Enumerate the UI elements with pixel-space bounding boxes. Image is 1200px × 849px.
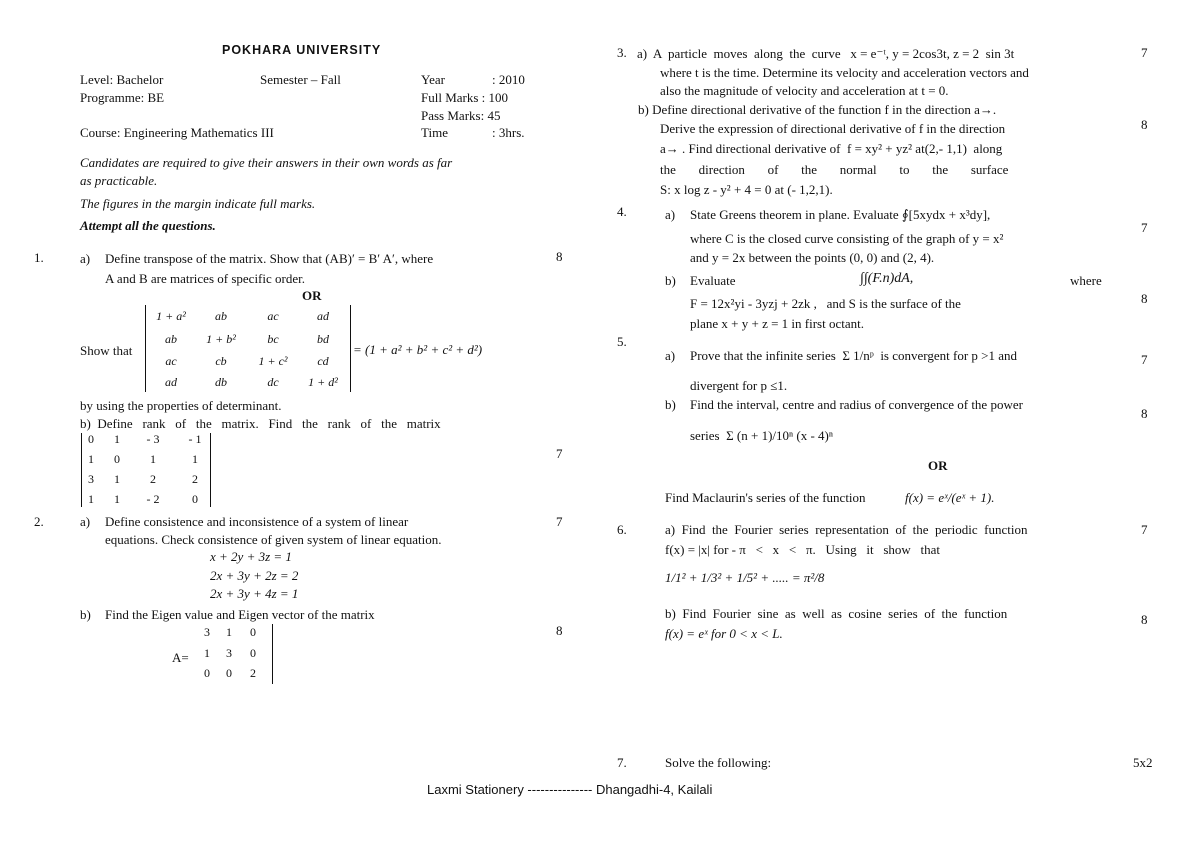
eig-cell: 1	[226, 625, 232, 639]
q4a-marks: 7	[1141, 220, 1148, 235]
q1a-marks: 8	[556, 249, 563, 264]
q2a-text: Define consistence and inconsistence of a system of linear	[105, 514, 409, 529]
q2-eq2: 2x + 3y + 2z = 2	[210, 568, 299, 583]
q4b-marks: 8	[1141, 291, 1148, 306]
q4b-where: where	[1070, 273, 1102, 288]
q6a-text3: 1/1² + 1/3² + 1/5² + ..... = π²/8	[665, 570, 825, 585]
q5b-text: Find the interval, centre and radius of convergence of the power	[690, 397, 1023, 412]
instructions-line1: Candidates are required to give their answers in their own words as far	[80, 155, 453, 170]
q1b-text: b) Define rank of the matrix. Find the rank of the matrix	[80, 416, 441, 431]
q3a-text: a) A particle moves along the curve x = e⁻ᵗ, y = 2cos3t, z = 2 sin 3t	[637, 46, 1015, 61]
q4-number: 4.	[617, 204, 627, 219]
q7-text: Solve the following:	[665, 755, 772, 770]
q2b-label: b)	[80, 607, 91, 622]
q3b-text2: Derive the expression of directional derivative of f in the direction	[660, 121, 1006, 136]
eig-cell: 2	[250, 666, 256, 680]
rank-cell: 1	[150, 452, 156, 466]
q1-by-using: by using the properties of determinant.	[80, 398, 282, 413]
eig-cell: 1	[204, 646, 210, 660]
q4b-text: Evaluate	[690, 273, 736, 288]
q2a-text2: equations. Check consistence of given system of linear equation.	[105, 532, 442, 547]
det-cell: dc	[267, 375, 279, 389]
rank-cell: - 2	[146, 492, 160, 506]
q3a-text3: also the magnitude of velocity and acceleration at t = 0.	[660, 83, 949, 98]
q5a-text: Prove that the infinite series Σ 1/nᵖ is convergent for p >1 and	[690, 348, 1018, 363]
q1-or: OR	[302, 288, 322, 303]
det-cell: db	[215, 375, 227, 389]
q4b-label: b)	[665, 273, 676, 288]
time-label: Time	[421, 125, 448, 140]
rank-cell: 0	[88, 432, 94, 446]
course: Course: Engineering Mathematics III	[80, 125, 274, 140]
det-cell: ad	[317, 309, 329, 323]
q3a-marks: 7	[1141, 45, 1148, 60]
q6-number: 6.	[617, 522, 627, 537]
rank-cell: 1	[88, 452, 94, 466]
det-cell: ab	[165, 332, 177, 346]
rank-cell: 1	[192, 452, 198, 466]
det-cell: 1 + c²	[258, 354, 288, 368]
q5b-label: b)	[665, 397, 676, 412]
instructions-line2: The figures in the margin indicate full marks.	[80, 196, 316, 211]
q3b-marks: 8	[1141, 117, 1148, 132]
q2a-marks: 7	[556, 514, 563, 529]
q7-number: 7.	[617, 755, 627, 770]
rank-cell: 2	[192, 472, 198, 486]
rank-cell: 1	[114, 432, 120, 446]
det-cell: bd	[317, 332, 329, 346]
q5a-marks: 7	[1141, 352, 1148, 367]
rank-cell: 1	[114, 472, 120, 486]
q3b-text5: S: x log z - y² + 4 = 0 at (- 1,2,1).	[660, 182, 833, 197]
q5b-marks: 8	[1141, 406, 1148, 421]
det-cell: ab	[215, 309, 227, 323]
q3a-text2: where t is the time. Determine its velocity and acceleration vectors and	[660, 65, 1029, 80]
q5a-label: a)	[665, 348, 676, 363]
q1-rank-matrix	[81, 433, 211, 507]
rank-cell: 0	[192, 492, 198, 506]
rank-cell: - 3	[146, 432, 160, 446]
q2-number: 2.	[34, 514, 44, 529]
rank-cell: 1	[114, 492, 120, 506]
q5-or: OR	[928, 458, 948, 473]
q5a-text2: divergent for p ≤1.	[690, 378, 788, 393]
footer: Laxmi Stationery --------------- Dhangadhi-4, Kailali	[427, 782, 713, 797]
q2b-marks: 8	[556, 623, 563, 638]
q4a-label: a)	[665, 207, 676, 222]
q1-det-rhs: = (1 + a² + b² + c² + d²)	[353, 342, 483, 357]
full-marks: Full Marks : 100	[421, 90, 509, 105]
eig-cell: 0	[226, 666, 232, 680]
q5-number: 5.	[617, 334, 627, 349]
q1-number: 1.	[34, 250, 44, 265]
q4a-text: State Greens theorem in plane. Evaluate ∮[5xydx + x³dy],	[690, 207, 991, 222]
q1-determinant	[145, 305, 351, 392]
q6b-text: b) Find Fourier sine as well as cosine series of the function	[665, 606, 1008, 621]
q2-eigen-matrix	[195, 624, 273, 684]
q4a-text3: and y = 2x between the points (0, 0) and (2, 4).	[690, 250, 935, 265]
rank-cell: - 1	[188, 432, 202, 446]
det-cell: ac	[267, 309, 279, 323]
q3b-text3: a→ . Find directional derivative of f = xy² + yz² at(2,- 1,1) along	[660, 141, 1003, 156]
q3b-text4: the direction of the normal to the surface	[660, 162, 1009, 177]
q2-a-eq: A=	[172, 650, 189, 665]
q2-eq1: x + 2y + 3z = 1	[210, 549, 292, 564]
time-value: : 3hrs.	[492, 125, 525, 140]
det-cell: cb	[215, 354, 227, 368]
programme: Programme: BE	[80, 90, 165, 105]
year-label: Year	[421, 72, 445, 87]
q5-maclaurin: Find Maclaurin's series of the function	[665, 490, 866, 505]
q2-eq3: 2x + 3y + 4z = 1	[210, 586, 299, 601]
eig-cell: 0	[204, 666, 210, 680]
q5b-text2: series Σ (n + 1)/10ⁿ (x - 4)ⁿ	[690, 428, 833, 443]
q4b-text3: plane x + y + z = 1 in first octant.	[690, 316, 864, 331]
q2a-label: a)	[80, 514, 91, 529]
year-value: : 2010	[492, 72, 525, 87]
q1a-text2: A and B are matrices of specific order.	[105, 271, 305, 286]
rank-cell: 2	[150, 472, 156, 486]
q1b-marks: 7	[556, 446, 563, 461]
rank-cell: 0	[114, 452, 120, 466]
instructions-line3: Attempt all the questions.	[80, 218, 216, 233]
instructions-line1b: as practicable.	[80, 173, 158, 188]
pass-marks: Pass Marks: 45	[421, 108, 501, 123]
q1a-label: a)	[80, 251, 91, 266]
q7-marks: 5x2	[1133, 755, 1153, 770]
q6b-marks: 8	[1141, 612, 1148, 627]
q1a-text: Define transpose of the matrix. Show that (AB)′ = B′ A′, where	[105, 251, 434, 266]
det-cell: bc	[267, 332, 279, 346]
rank-cell: 3	[88, 472, 94, 486]
q6b-text2: f(x) = eˣ for 0 < x < L.	[665, 626, 783, 641]
eig-cell: 0	[250, 625, 256, 639]
q1-show-that: Show that	[80, 343, 133, 358]
det-cell: 1 + b²	[206, 332, 236, 346]
det-cell: ac	[165, 354, 177, 368]
q4b-text2: F = 12x²yi - 3yzj + 2zk , and S is the surface of the	[690, 296, 961, 311]
q3b-text: b) Define directional derivative of the function f in the direction a→.	[638, 102, 997, 117]
det-cell: 1 + d²	[308, 375, 338, 389]
eig-cell: 3	[204, 625, 210, 639]
q3-number: 3.	[617, 45, 627, 60]
q2b-text: Find the Eigen value and Eigen vector of the matrix	[105, 607, 375, 622]
det-cell: 1 + a²	[156, 309, 186, 323]
rank-cell: 1	[88, 492, 94, 506]
det-cell: cd	[317, 354, 329, 368]
q6a-text2: f(x) = |x| for - π < x < π. Using it show that	[665, 542, 941, 557]
eig-cell: 3	[226, 646, 232, 660]
level: Level: Bachelor	[80, 72, 164, 87]
eig-cell: 0	[250, 646, 256, 660]
det-cell: ad	[165, 375, 177, 389]
q6a-marks: 7	[1141, 522, 1148, 537]
q4a-text2: where C is the closed curve consisting of the graph of y = x²	[690, 231, 1004, 246]
q5-maclaurin-fn: f(x) = eˣ/(eˣ + 1).	[905, 490, 995, 505]
q6a-text: a) Find the Fourier series representation of the periodic function	[665, 522, 1028, 537]
semester: Semester – Fall	[260, 72, 341, 87]
q4b-integral: ∫∫(F.n)dA,	[860, 271, 914, 286]
university-title: POKHARA UNIVERSITY	[222, 43, 382, 57]
